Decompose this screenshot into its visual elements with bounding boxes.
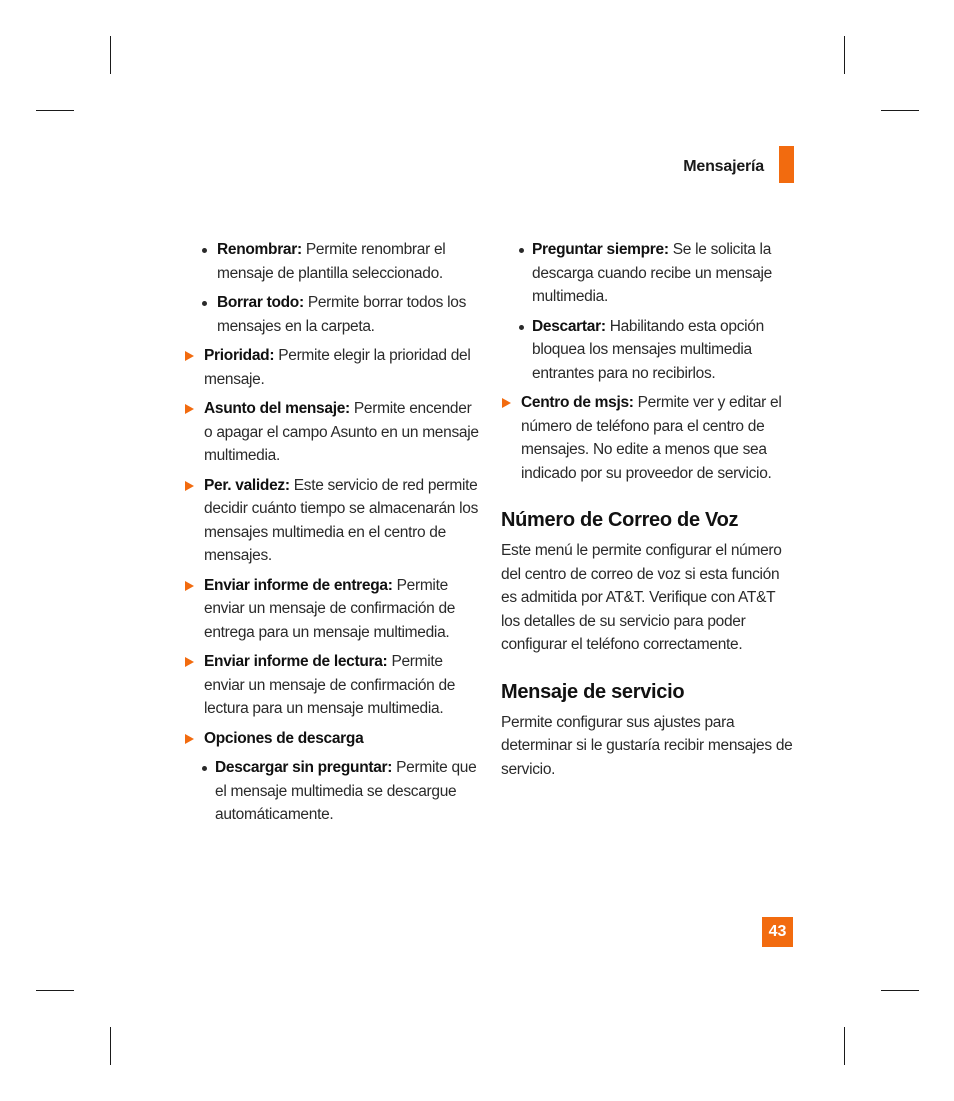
- option-term: Centro de msjs:: [521, 394, 634, 411]
- crop-mark: [36, 110, 74, 111]
- page-number: 43: [762, 917, 793, 947]
- arrow-right-icon: [185, 581, 194, 591]
- arrow-right-icon: [185, 481, 194, 491]
- crop-mark: [881, 110, 919, 111]
- arrow-right-icon: [185, 351, 194, 361]
- option-renombrar: [184, 238, 480, 285]
- option-description: Permite ver y editar el número de teléfono para el centro de mensajes. No edite a menos que sea indicado por su proveedor de servicio.: [521, 394, 782, 482]
- option-term: Prioridad:: [204, 347, 275, 364]
- bullet-icon: [202, 301, 207, 306]
- option-description: Permite borrar todos los mensajes en la carpeta.: [217, 294, 467, 335]
- crop-mark: [110, 36, 111, 74]
- section-header-title: Mensajería: [683, 158, 764, 175]
- section-body-mensaje-de-servicio: Permite configurar sus ajustes para determinar si le gustaría recibir mensajes de servicio.: [501, 713, 793, 778]
- right-column: [501, 238, 793, 787]
- option-term: Asunto del mensaje:: [204, 400, 350, 417]
- option-term: Preguntar siempre:: [532, 241, 669, 258]
- option-description: Permite que el mensaje multimedia se descargue automáticamente.: [215, 759, 477, 823]
- option-borrar-todo: [184, 291, 480, 338]
- option-descartar: [501, 315, 793, 386]
- option-term: Opciones de descarga: [204, 729, 364, 747]
- option-term: Enviar informe de lectura:: [204, 653, 388, 670]
- option-preguntar-siempre: [501, 238, 793, 309]
- option-asunto-del-mensaje: [184, 397, 480, 468]
- arrow-right-icon: [185, 734, 194, 744]
- option-opciones-descarga: [184, 727, 480, 751]
- option-term: Descartar:: [532, 317, 606, 335]
- option-term: Borrar todo:: [217, 294, 304, 311]
- option-per-validez: [184, 474, 480, 568]
- bullet-icon: [202, 248, 207, 253]
- crop-mark: [844, 1027, 845, 1065]
- crop-mark: [881, 990, 919, 991]
- arrow-right-icon: [502, 398, 511, 408]
- arrow-right-icon: [185, 657, 194, 667]
- crop-mark: [844, 36, 845, 74]
- option-informe-lectura: [184, 650, 480, 721]
- option-term: Renombrar:: [217, 241, 302, 258]
- crop-mark: [36, 990, 74, 991]
- bullet-icon: [202, 766, 207, 771]
- option-description: Permite enviar un mensaje de confirmación de entrega para un mensaje multimedia.: [204, 576, 456, 641]
- option-description: Permite enviar un mensaje de confirmación de lectura para un mensaje multimedia.: [204, 653, 456, 717]
- option-description: Este servicio de red permite decidir cuánto tiempo se almacenarán los mensajes multimedia en el centro de mensajes.: [204, 476, 479, 564]
- option-description: Permite renombrar el mensaje de plantilla seleccionado.: [217, 241, 446, 282]
- option-term: Per. validez:: [204, 476, 290, 494]
- arrow-right-icon: [185, 404, 194, 414]
- section-tab-marker: [779, 146, 794, 183]
- left-column: [184, 238, 480, 833]
- option-informe-entrega: [184, 574, 480, 645]
- option-prioridad: [184, 344, 480, 391]
- option-descargar-sin-preguntar: [184, 756, 480, 827]
- option-description: Se le solicita la descarga cuando recibe un mensaje multimedia.: [532, 241, 772, 305]
- option-term: Descargar sin preguntar:: [215, 759, 393, 776]
- section-body-correo-de-voz: Este menú le permite configurar el número del centro de correo de voz si esta función es admitida por AT&T. Verifique con AT&T los detalles de su servicio para poder configurar el teléfono correctamente.: [501, 542, 782, 653]
- option-description: Permite encender o apagar el campo Asunto en un mensaje multimedia.: [204, 400, 479, 464]
- crop-mark: [110, 1027, 111, 1065]
- option-description: Permite elegir la prioridad del mensaje.: [204, 347, 471, 388]
- option-term: Enviar informe de entrega:: [204, 576, 393, 594]
- section-title-correo-de-voz: Número de Correo de Voz: [501, 509, 739, 531]
- section-title-mensaje-de-servicio: Mensaje de servicio: [501, 680, 685, 703]
- option-centro-de-msjs: [501, 391, 793, 485]
- bullet-icon: [519, 248, 524, 253]
- option-description: Habilitando esta opción bloquea los mensajes multimedia entrantes para no recibirlos.: [532, 317, 764, 382]
- bullet-icon: [519, 325, 524, 330]
